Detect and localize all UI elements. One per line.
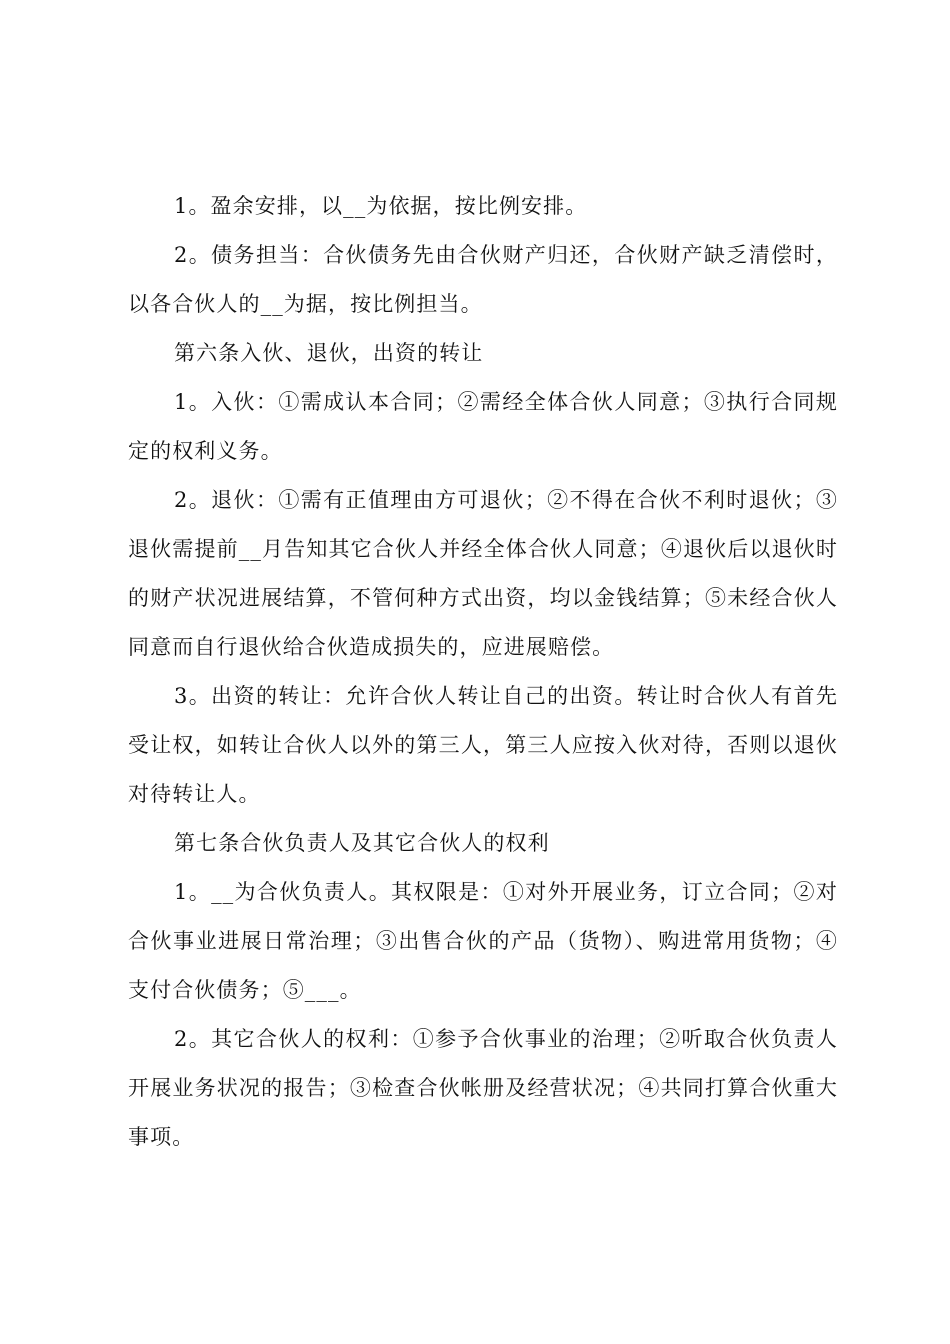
paragraph-profit-distribution: 1。盈余安排，以__为依据，按比例安排。 bbox=[174, 194, 588, 218]
paragraph-partnership-leader: 1。__为合伙负责人。其权限是：①对外开展业务，订立合同；②对合伙事业进展日常治理；③出售合伙的产品（货物）、购进常用货物；④支付合伙债务；⑤___。 bbox=[128, 880, 838, 1002]
paragraph-capital-transfer: 3。出资的转让：允许合伙人转让自己的出资。转让时合伙人有首先受让权，如转让合伙人以外的第三人，第三人应按入伙对待，否则以退伙对待转让人。 bbox=[128, 684, 838, 806]
paragraph-debt-liability: 2。债务担当：合伙债务先由合伙财产归还，合伙财产缺乏清偿时，以各合伙人的__为据，按比例担当。 bbox=[128, 243, 838, 316]
paragraph-withdrawal: 2。退伙：①需有正值理由方可退伙；②不得在合伙不利时退伙；③退伙需提前__月告知其它合伙人并经全体合伙人同意；④退伙后以退伙时的财产状况进展结算，不管何种方式出资，均以金钱结算；⑤未经合伙人同意而自行退伙给合伙造成损失的，应进展赔偿。 bbox=[128, 488, 838, 659]
document-body bbox=[128, 182, 838, 1162]
paragraph-other-partners-rights: 2。其它合伙人的权利：①参予合伙事业的治理；②听取合伙负责人开展业务状况的报告；③检查合伙帐册及经营状况；④共同打算合伙重大事项。 bbox=[128, 1027, 838, 1149]
article-seven-heading: 第七条合伙负责人及其它合伙人的权利 bbox=[174, 831, 550, 855]
paragraph-joining: 1。入伙：①需成认本合同；②需经全体合伙人同意；③执行合同规定的权利义务。 bbox=[128, 390, 838, 463]
article-six-heading: 第六条入伙、退伙，出资的转让 bbox=[174, 341, 484, 365]
